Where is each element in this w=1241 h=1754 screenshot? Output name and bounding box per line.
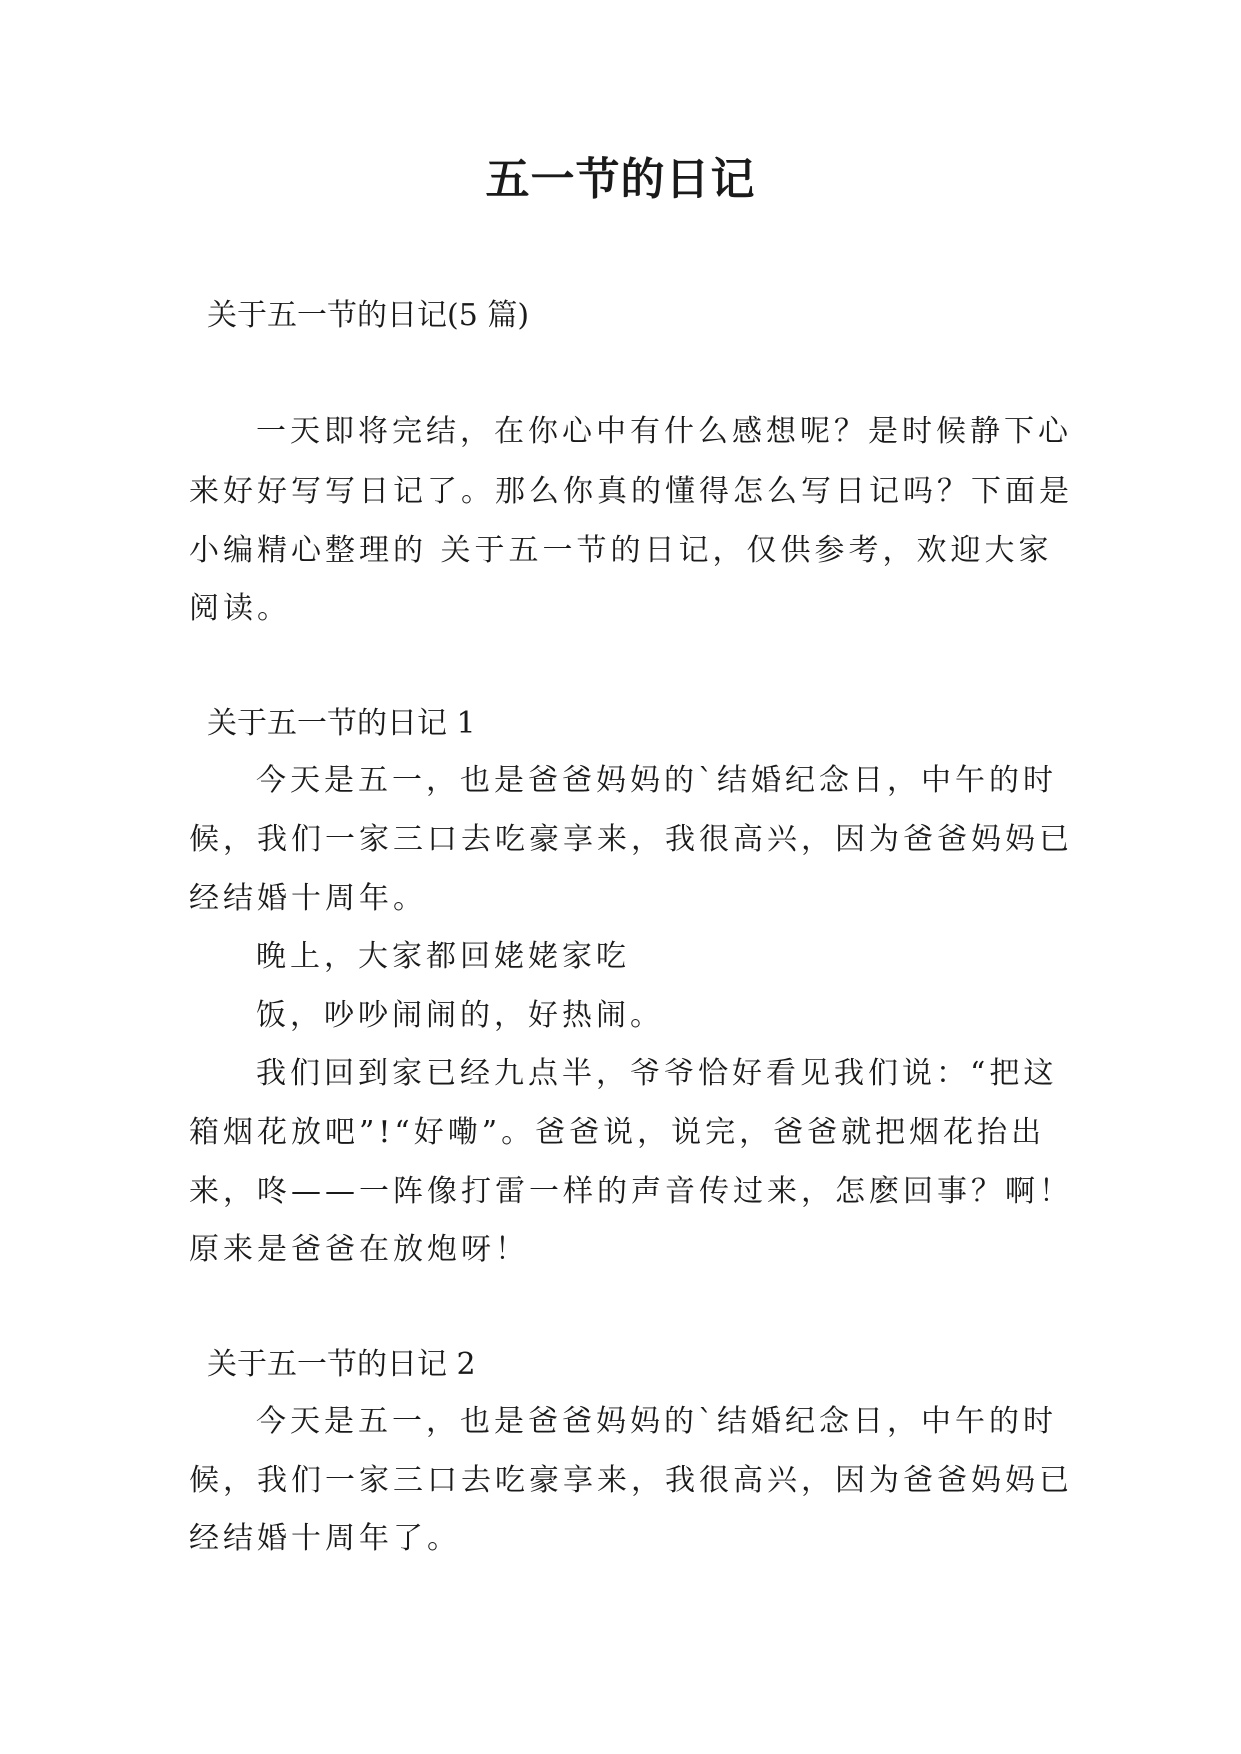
intro-line: 一天即将完结，在你心中有什么感想呢？是时候静下心 xyxy=(256,414,1072,449)
intro-line: 来好好写写日记了。那么你真的懂得怎么写日记吗？下面是 xyxy=(189,474,1073,509)
entry1-line: 原来是爸爸在放炮呀！ xyxy=(189,1232,529,1267)
entry2-line: 经结婚十周年了。 xyxy=(189,1521,461,1556)
intro-heading: 关于五一节的日记(5 篇) xyxy=(207,298,530,333)
entry2-line: 今天是五一，也是爸爸妈妈的`结婚纪念日，中午的时 xyxy=(256,1404,1057,1439)
entry1-line: 今天是五一，也是爸爸妈妈的`结婚纪念日，中午的时 xyxy=(256,763,1057,798)
intro-line: 阅读。 xyxy=(189,591,291,626)
entry2-line: 候，我们一家三口去吃豪享来，我很高兴，因为爸爸妈妈已 xyxy=(189,1463,1073,1498)
entry1-line: 我们回到家已经九点半，爷爷恰好看见我们说：“把这 xyxy=(256,1056,1058,1091)
intro-line: 小编精心整理的 关于五一节的日记，仅供参考，欢迎大家 xyxy=(189,533,1053,568)
document-title: 五一节的日记 xyxy=(485,154,756,205)
entry1-heading: 关于五一节的日记 1 xyxy=(207,706,476,741)
entry1-line: 箱烟花放吧”!“好嘞”。爸爸说，说完，爸爸就把烟花抬出 xyxy=(189,1115,1046,1150)
entry1-line: 饭，吵吵闹闹的，好热闹。 xyxy=(256,998,664,1033)
entry1-line: 候，我们一家三口去吃豪享来，我很高兴，因为爸爸妈妈已 xyxy=(189,822,1073,857)
entry1-line: 来，咚——一阵像打雷一样的声音传过来，怎麽回事？啊！ xyxy=(189,1174,1073,1209)
entry1-line: 经结婚十周年。 xyxy=(189,881,427,916)
entry1-line: 晚上，大家都回姥姥家吃 xyxy=(256,939,630,974)
entry2-heading: 关于五一节的日记 2 xyxy=(207,1347,476,1382)
